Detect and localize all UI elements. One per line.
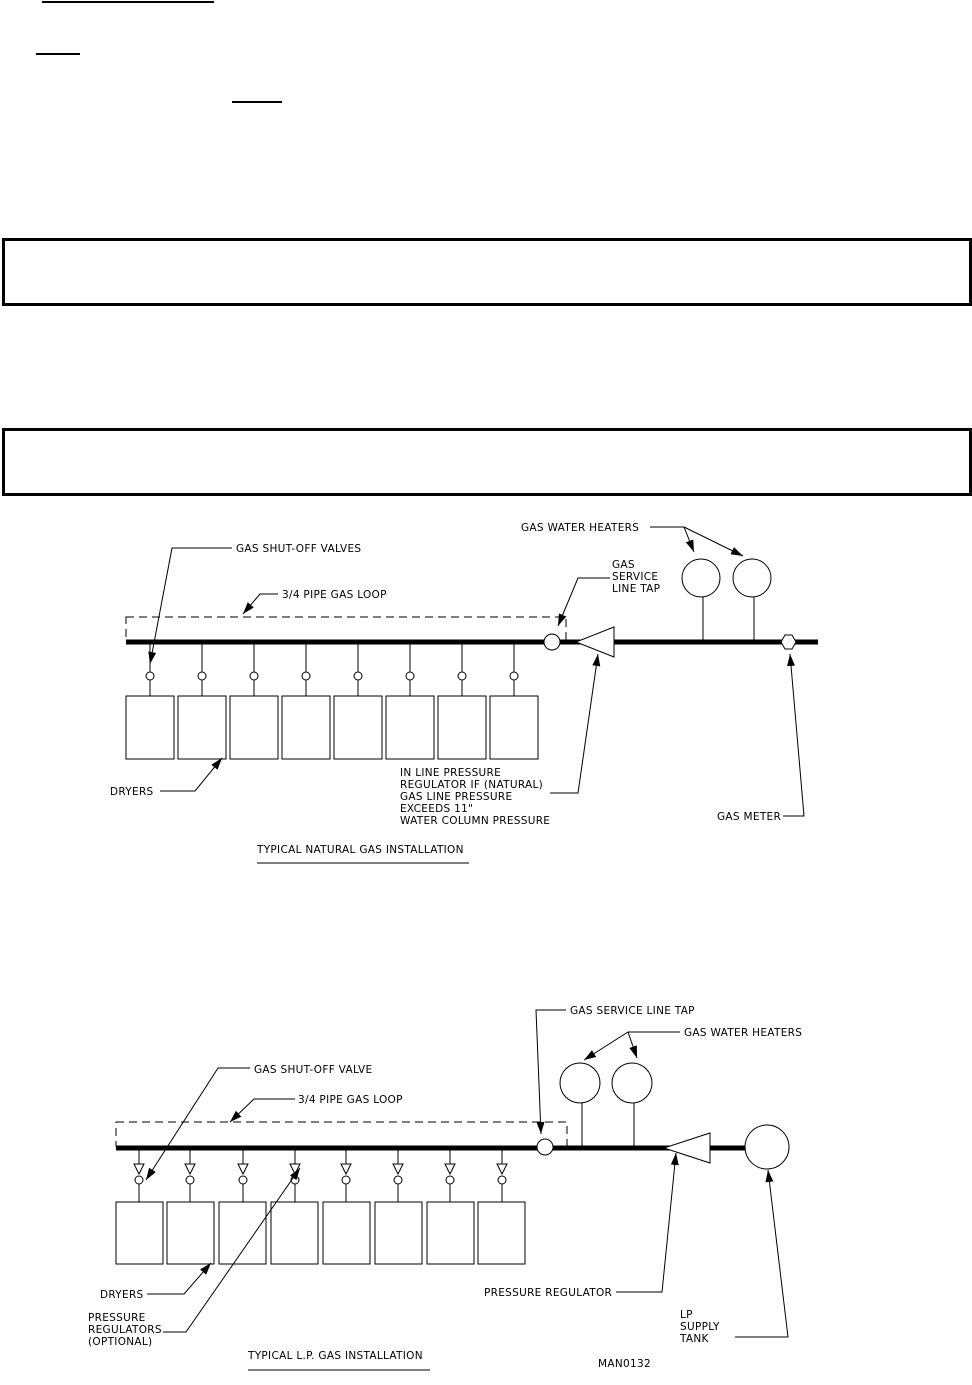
- header-underline-1: [42, 1, 214, 3]
- dryer-unit: [438, 642, 486, 759]
- water-heaters: [682, 559, 771, 640]
- dryer-unit: [427, 1148, 474, 1264]
- leader-pipe-loop: [243, 594, 278, 614]
- dryer-unit: [167, 1148, 214, 1264]
- label-supply-tank-3: TANK: [680, 1333, 709, 1345]
- gas-meter-symbol: [781, 635, 796, 649]
- leader-dryers: [160, 758, 222, 791]
- label-regulators-2: REGULATORS: [88, 1324, 162, 1336]
- label-pipe-loop: 3/4 PIPE GAS LOOP: [282, 589, 387, 601]
- dryer-unit: [271, 1148, 318, 1264]
- caption-lp: TYPICAL L.P. GAS INSTALLATION: [248, 1350, 423, 1362]
- lp-gas-diagram: [0, 998, 972, 1383]
- leader-gas-meter: [783, 654, 804, 816]
- label-water-heaters: GAS WATER HEATERS: [684, 1027, 803, 1039]
- label-regulator-5: WATER COLUMN PRESSURE: [400, 815, 551, 827]
- dryer-row: [126, 642, 538, 759]
- natural-gas-diagram: [0, 508, 972, 868]
- label-regulators-3: (OPTIONAL): [88, 1336, 153, 1348]
- label-supply-tank-1: LP: [680, 1309, 693, 1321]
- header-underline-3: [232, 101, 282, 103]
- leader-water-heaters: [584, 1032, 680, 1060]
- leader-shutoff-valves: [150, 548, 232, 664]
- dryer-unit: [178, 642, 226, 759]
- dryer-row: [116, 1148, 525, 1264]
- leader-service-tap: [558, 578, 610, 626]
- label-service-tap: GAS SERVICE LINE TAP: [570, 1005, 695, 1017]
- drawing-id: MAN0132: [598, 1358, 651, 1370]
- dryer-unit: [375, 1148, 422, 1264]
- label-service-tap-2: SERVICE: [612, 571, 659, 583]
- notice-box-1: [2, 238, 972, 306]
- label-pipe-loop: 3/4 PIPE GAS LOOP: [298, 1094, 403, 1106]
- leader-supply-tank: [735, 1170, 788, 1337]
- dryer-unit: [386, 642, 434, 759]
- label-service-tap-3: LINE TAP: [612, 583, 661, 595]
- water-heaters: [560, 1063, 652, 1146]
- notice-box-2: [2, 428, 972, 496]
- leader-water-heaters-2: [684, 527, 743, 556]
- dryer-unit: [334, 642, 382, 759]
- leader-dryers: [147, 1263, 211, 1294]
- gas-loop-outline: [126, 617, 566, 642]
- label-regulators-1: PRESSURE: [88, 1312, 146, 1324]
- label-shutoff-valve: GAS SHUT-OFF VALVE: [254, 1064, 373, 1076]
- dryer-unit: [478, 1148, 525, 1264]
- label-pressure-regulator: PRESSURE REGULATOR: [484, 1287, 613, 1299]
- label-supply-tank-2: SUPPLY: [680, 1321, 720, 1333]
- dryer-unit: [230, 642, 278, 759]
- pressure-regulator-symbol: [664, 1133, 710, 1163]
- leader-regulators: [163, 1168, 300, 1332]
- caption-natural: TYPICAL NATURAL GAS INSTALLATION: [257, 844, 464, 856]
- leader-regulator: [550, 654, 598, 793]
- gas-loop-outline: [116, 1122, 567, 1146]
- dryer-unit: [282, 642, 330, 759]
- service-tap-fitting: [537, 1139, 553, 1155]
- inline-regulator: [576, 627, 614, 657]
- dryer-unit: [490, 642, 538, 759]
- label-regulator-2: REGULATOR IF (NATURAL): [400, 779, 544, 791]
- leader-pipe-loop: [230, 1099, 295, 1122]
- label-water-heaters: GAS WATER HEATERS: [521, 522, 640, 534]
- label-shutoff-valves: GAS SHUT-OFF VALVES: [236, 543, 362, 555]
- label-gas-meter: GAS METER: [717, 811, 782, 823]
- label-regulator-3: GAS LINE PRESSURE: [400, 791, 513, 803]
- dryer-unit: [323, 1148, 370, 1264]
- lp-supply-tank: [745, 1125, 789, 1169]
- label-dryers: DRYERS: [100, 1289, 144, 1301]
- service-tap-fitting: [544, 634, 560, 650]
- leader-pressure-regulator: [616, 1153, 676, 1292]
- leader-service-tap: [536, 1010, 566, 1134]
- label-dryers: DRYERS: [110, 786, 154, 798]
- label-regulator-1: IN LINE PRESSURE: [400, 767, 502, 779]
- leader-shutoff-valve: [146, 1068, 250, 1180]
- leader-water-heaters-2: [628, 1032, 637, 1058]
- header-underline-2: [36, 53, 80, 55]
- leader-water-heaters: [650, 527, 694, 552]
- label-regulator-4: EXCEEDS 11": [400, 803, 474, 815]
- label-service-tap-1: GAS: [612, 559, 635, 571]
- dryer-unit: [126, 642, 174, 759]
- dryer-unit: [219, 1148, 266, 1264]
